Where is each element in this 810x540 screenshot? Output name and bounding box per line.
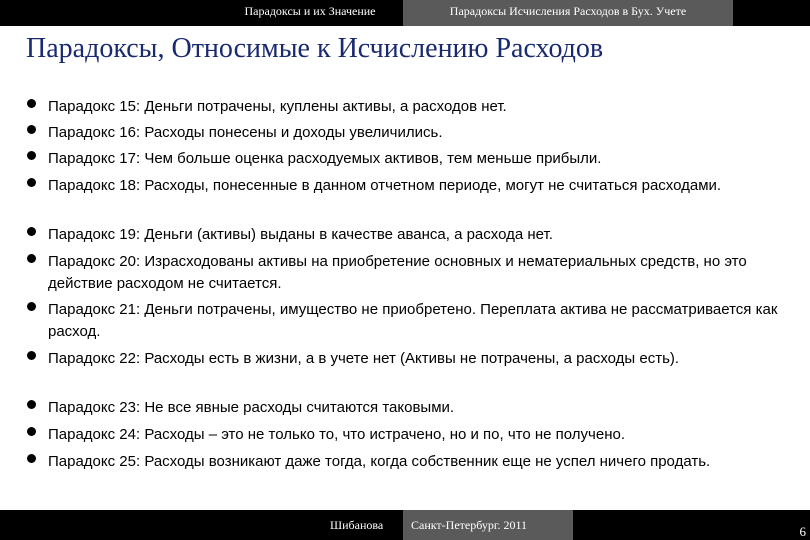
list-item-text: Парадокс 18: Расходы, понесенные в данном отчетном периоде, могут не считаться расходами. [48,177,722,194]
list-item [26,122,788,144]
list-item [26,397,788,419]
bullet-icon [27,178,36,187]
bullet-icon [27,400,36,409]
list-item [26,96,788,118]
list-item [26,251,788,295]
list-item-text: Парадокс 25: Расходы возникают даже тогда, когда собственник еще не успел ничего продать. [48,453,711,470]
list-item-text: Парадокс 22: Расходы есть в жизни, а в учете нет (Активы не потрачены, а расходы есть). [48,350,680,367]
list-item [26,224,788,246]
list-item [26,451,788,473]
header-bar [0,0,810,26]
bullet-icon [27,99,36,108]
list-item-text: Парадокс 17: Чем больше оценка расходуемых активов, тем меньше прибыли. [48,150,602,167]
footer-bar [0,510,810,540]
list-item-text: Парадокс 23: Не все явные расходы считаются таковыми. [48,399,455,416]
page-number: 6 [799,524,806,539]
list-item [26,424,788,446]
list-item [26,175,788,197]
bullet-icon [27,151,36,160]
bullet-icon [27,351,36,360]
bullet-icon [27,254,36,263]
bullet-icon [27,227,36,236]
bullet-icon [27,302,36,311]
list-item-text: Парадокс 15: Деньги потрачены, куплены активы, а расходов нет. [48,98,507,115]
list-item [26,148,788,170]
list-item-text: Парадокс 19: Деньги (активы) выданы в качестве аванса, а расхода нет. [48,226,553,243]
list-item-text: Парадокс 16: Расходы понесены и доходы увеличились. [48,124,443,141]
slide-title: Парадоксы, Относимые к Исчислению Расходов [26,33,604,64]
section-nav-expense-paradoxes[interactable]: Парадоксы Исчисления Расходов в Бух. Учете [403,0,733,26]
list-item [26,348,788,370]
section-nav-paradoxes[interactable]: Парадоксы и их Значение [244,4,376,18]
list-item-text: Парадокс 21: Деньги потрачены, имущество не приобретено. Переплата актива не рассматривается как расход. [48,301,778,340]
footer-author: Шибанова [330,518,384,532]
bullet-icon [27,454,36,463]
bullet-icon [27,125,36,134]
footer-place-year: Санкт-Петербург. 2011 [403,510,573,540]
list-item-text: Парадокс 20: Израсходованы активы на приобретение основных и нематериальных средств, но это действие расходом не считается. [48,253,747,292]
list-item [26,299,788,343]
bullet-icon [27,427,36,436]
list-item-text: Парадокс 24: Расходы – это не только то, что истрачено, но и по, что не получено. [48,426,626,443]
